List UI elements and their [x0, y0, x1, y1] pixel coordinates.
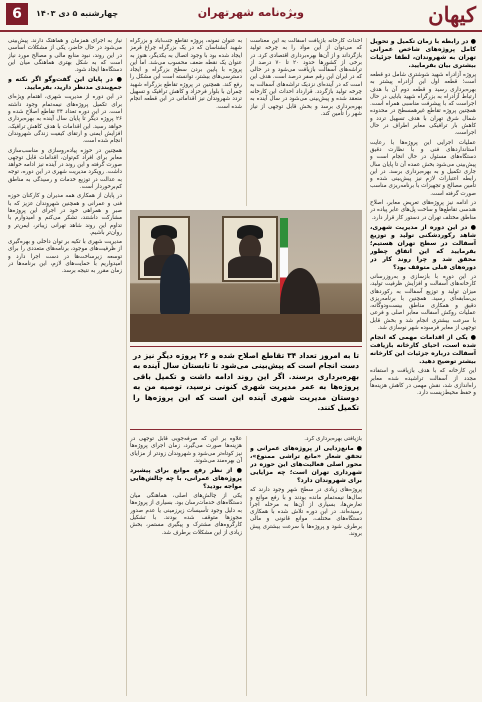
interview-question: ● در این دوره از مدیریت شهری، شاهد رکوردشکنی تولید و توزیع آسفالت در سطح تهران هستیم؛ بفرمایید که این اتفاق چطور محقق شد و چرا روند کار در دوره‌های قبلی متوقف بود؟ — [370, 223, 476, 271]
interview-question: ● در رابطه با زمان تکمیل و تحویل کامل پروژه‌های شاخص عمرانی تهران به شهروندان، لطفا جزئیات بیشتری بیان بفرمایید. — [370, 38, 476, 69]
body-paragraph: مدیریت شهری با تکیه بر توان داخلی و بهره‌گیری از ظرفیت‌های موجود، برنامه‌های متعددی را برای توسعه زیرساخت‌ها در دست اجرا دارد و امیدواریم با حمایت‌های لازم، این برنامه‌ها در زمان مقرر به نتیجه برسد. — [8, 239, 122, 275]
body-paragraph: پروژه‌های زیادی در سطح شهر وجود دارند که سال‌ها نیمه‌تمام مانده بودند و با رفع موانع و تعارض‌ها، بسیاری از آن‌ها به مرحله اجرا رسیده‌اند. در این دوره تلاش شده با همکاری دستگاه‌های مختلف، موانع قانونی و مالی برطرف شود و پروژه‌ها با سرعت بیشتری پیش بروند. — [250, 487, 362, 538]
body-paragraph: علاوه بر این که صرفه‌جویی قابل توجهی در هزینه‌ها صورت می‌گیرد، زمان اجرای پروژه‌ها نیز کوتاه‌تر می‌شود و شهروندان زودتر از مزایای آن بهره‌مند می‌شوند. — [130, 436, 242, 464]
interviewee-figure — [160, 254, 190, 316]
page-header — [0, 0, 482, 32]
article-column-1 — [370, 38, 476, 696]
column-divider — [246, 436, 247, 696]
interview-question: ● در پایان این گفت‌وگو اگر نکته و جمع‌بندی مدنظر دارید، بفرمایید. — [8, 76, 122, 92]
article-column-2 — [250, 38, 362, 206]
body-paragraph: بازیافتی بهره‌برداری کرد. — [304, 436, 362, 442]
column-divider — [126, 38, 127, 696]
body-paragraph: نیاز به اجرای همزمان و هماهنگ دارند. پیش‌بینی می‌شود در حال حاضر، یکی از مشکلات اساسی در این روند، نبود منابع مالی و مصالح مورد نیاز است که به شکل بهتری هماهنگی میان این دستگاه‌ها ایجاد شود. — [8, 38, 122, 74]
interview-photo — [130, 210, 362, 342]
body-paragraph: یکی از چالش‌های اصلی، هماهنگی میان دستگاه‌های خدمات‌رسان بود. بسیاری از پروژه‌ها به دلیل وجود تأسیسات زیرزمینی یا عدم صدور مجوزها متوقف شده بودند. با تشکیل کارگروه‌های مشترک و پیگیری مستمر، بخش زیادی از این مشکلات برطرف شد. — [130, 493, 242, 536]
portrait-frame-center — [222, 216, 278, 282]
issue-date: چهارشنبه ۵ دی ۱۴۰۳ — [36, 9, 119, 18]
desk — [130, 314, 362, 342]
body-paragraph: در این دوره از مدیریت شهری، اهتمام ویژه‌ای برای تکمیل پروژه‌های نیمه‌تمام وجود داشته است. در این دوره تعداد ۳۴ تقاطع اصلاح شده و ۲۶ پروژه دیگر تا پایان سال آینده به بهره‌برداری خواهد رسید. این اقدامات با هدف کاهش ترافیک، افزایش ایمنی و ارتقای کیفیت زندگی شهروندان انجام شده است. — [8, 94, 122, 145]
body-paragraph: در این دوره با بازسازی و به‌روزرسانی کارخانه‌های آسفالت و افزایش ظرفیت تولید، میزان تولید و توزیع آسفالت به رکوردهای بی‌سابقه‌ای رسید. همچنین با برنامه‌ریزی دقیق و همکاری مناطق بیست‌ودوگانه، عملیات روکش آسفالت معابر اصلی و فرعی با سرعت بیشتری انجام شد و بخش قابل توجهی از معابر فرسوده شهر نوسازی شد. — [370, 273, 476, 332]
article-column-3 — [130, 38, 242, 206]
newspaper-logo: کیهان — [428, 2, 476, 27]
body-paragraph: این کارخانه که با هدف بازیافت و استفاده مجدد از آسفالت تراشیده شده معابر راه‌اندازی شد، نقش مهمی در کاهش هزینه‌ها و حفظ محیط‌زیست دارد. — [370, 368, 476, 397]
page-number: 6 — [6, 3, 28, 25]
interview-question: ● یکی از اقدامات مهمی که انجام شده است، احیای کارخانه بازیافت آسفالت درباره جزئیات این کارخانه بیشتر توضیح دهید. — [370, 334, 476, 366]
body-paragraph: به عنوان نمونه، پروژه تقاطع جنت‌آباد و بزرگراه شهید آبشناسان که در یک بزرگراه چراغ قرمز ایجاد شده بود با وجود اتصال به یکدیگر، هنوز به عنوان یک نقطه ضعف محسوب می‌شد. اما این پروژه با پایین بردن سطح بزرگراه و ایجاد دسترسی‌های بیشتر، توانسته است این مشکل را رفع کند. همچنین در پروژه تقاطع بزرگراه شهید چمران با بلوار فرحزاد و کاهش ترافیک و تسهیل تردد شهروندان نیز اقداماتی در این قطعه انجام شده است. — [130, 38, 242, 110]
column-divider — [246, 38, 247, 206]
section-title: ویژه‌نامه شهرتهران — [197, 6, 304, 19]
article-column-4 — [8, 38, 122, 696]
interview-question: ● مانع‌زدایی از پروژه‌های عمرانی و تحقق شعار «مانع تراشی ممنوع»، محور اصلی فعالیت‌های این حوزه در شهرداری تهران است؛ چه مزایایی برای شهروندان دارد؟ — [250, 445, 362, 485]
body-paragraph: در ادامه نیز پروژه‌های تعریض معابر، اصلاح هندسی تقاطع‌ها و ساخت پل‌های عابر پیاده در مناطق مختلف تهران در دستور کار قرار دارد. — [370, 200, 476, 221]
interview-question: ● از نظر رفع موانع برای پیشبرد پروژه‌های عمرانی، با چه چالش‌هایی مواجه بودید؟ — [130, 467, 242, 491]
body-paragraph: عملیات اجرایی این پروژه‌ها با رعایت استانداردهای فنی و با نظارت دقیق دستگاه‌های مسئول در حال انجام است و پیش‌بینی می‌شود بخش عمده آن تا پایان سال جاری تکمیل و به بهره‌برداری برسد. در این رابطه اعتبارات لازم نیز پیش‌بینی شده و تأمین مصالح و تجهیزات با برنامه‌ریزی مناسب صورت گرفته است. — [370, 139, 476, 197]
column-divider — [366, 38, 367, 696]
article-column-6 — [130, 436, 242, 696]
body-paragraph: در پایان از همکاری همه مدیران و کارکنان حوزه فنی و عمرانی و همچنین شهروندان عزیز که با صبر و همراهی خود در اجرای این پروژه‌ها مشارکت داشتند، تشکر می‌کنم و امیدوارم با تداوم این روند شاهد تهرانی زیباتر، ایمن‌تر و روان‌تر باشیم. — [8, 193, 122, 236]
article-column-5 — [250, 436, 362, 696]
body-paragraph: همچنین در حوزه پیاده‌روسازی و مناسب‌سازی معابر برای افراد کم‌توان، اقدامات قابل توجهی صورت گرفته و این روند در آینده نیز ادامه خواهد داشت. رویکرد مدیریت شهری در این دوره، توجه به عدالت در توزیع خدمات و رسیدگی به مناطق کم‌برخوردار است. — [8, 147, 122, 191]
body-paragraph: پروژه آزادراه شهید شوشتری شامل دو قطعه است؛ قطعه اول این آزادراه پیشتر به بهره‌برداری رسید و قطعه دوم آن با هدف ارتباط آزادراه به بزرگراه شهید بابایی در حال اجراست که با پیشرفت مناسبی همراه است. همچنین پروژه تقاطع غیرهمسطح در محدوده شمال شرق تهران با هدف تسهیل تردد و کاهش بار ترافیکی معابر اطراف در حال اجراست. — [370, 72, 476, 137]
pull-quote: تا به امروز تعداد ۳۴ تقاطع اصلاح شده و ۲۶ پروژه دیگر نیز در دست انجام است که پیش‌بینی می‌شود تا تابستان سال آینده به بهره‌برداری برسند. اگر این روند ادامه داشت و تکمیل باقی پروژه‌ها به عمر مدیریت شهری کنونی نرسید، توصیه من به دوستان مدیریت شهری آینده این است که این پروژه‌ها را تکمیل کنند. — [130, 346, 362, 430]
body-paragraph: احداث کارخانه بازیافت آسفالت به این معناست که می‌توان از این مواد را به چرخه تولید بازگرداند و از آن‌ها بهره‌برداری اقتصادی کرد. در برخی از کشورها حدود ۲۰ تا ۷۰ درصد از تراشه‌های آسفالت بازیافت می‌شود و در حالی که در ایران این رقم صفر درصد است. هدف این است که در آینده‌ای نزدیک تراشه‌های آسفالت به چرخه تولید بازگردد. قرارداد احداث این کارخانه منعقد شده و پیش‌بینی می‌شود در سال آینده به بهره‌برداری برسد و بخش قابل توجهی از نیاز شهر را تأمین کند. — [250, 38, 362, 117]
